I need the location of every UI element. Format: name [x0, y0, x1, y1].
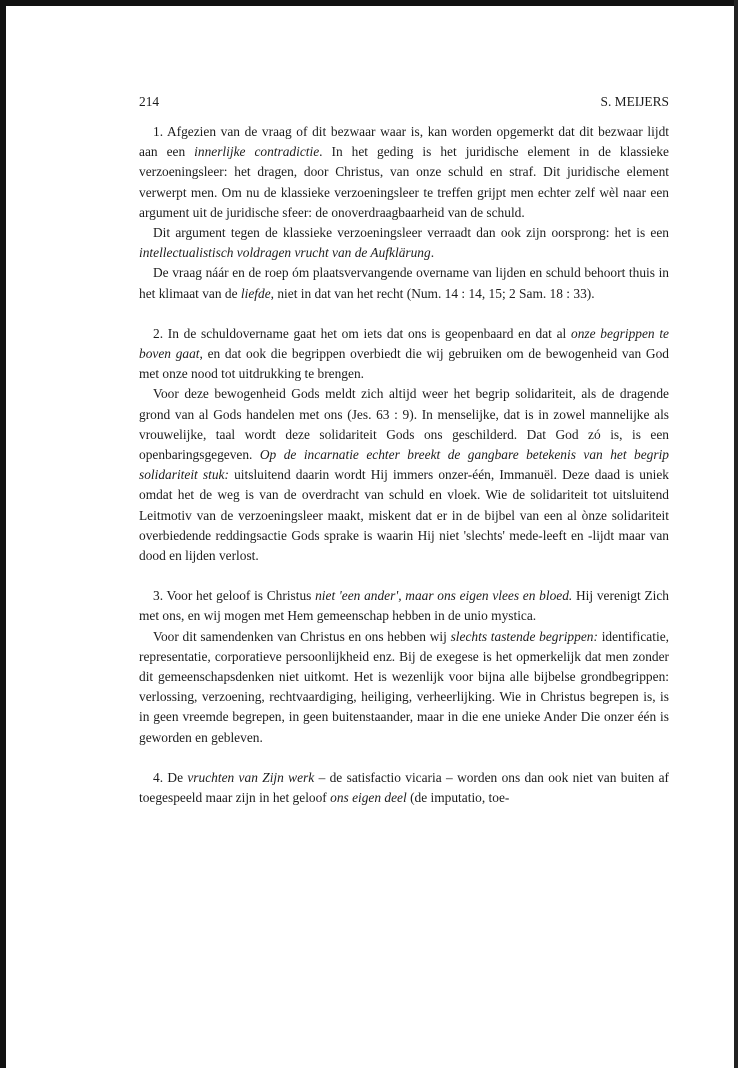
text-run: . In het geding is het juridische element in de klassieke verzoeningsleer: het dragen, door Christus, van onze schuld en straf. Dit juridische element verwerpt men. Om nu de klassieke verzoeningsleer te treffen grijpt men echter zelf wèl naar een argument uit de juridische sfeer: de onoverdraagbaarheid van de schuld. [139, 144, 669, 220]
text-run: . [430, 245, 435, 261]
text-run: Voor dit samendenken van Christus en ons hebben wij [153, 628, 451, 644]
text-run: Voor deze bewogenheid Gods meldt zich altijd weer het begrip solidariteit, als de dragende grond van al Gods handelen met ons (Jes. 63 : 9). In menselijke, dat is in zowel mannelijke als vrouwelijke, taal wordt deze solidariteit Gods ons geschilderd. Dat God zó is, is een openbaringsgegeven. [139, 386, 669, 463]
text-run: identificatie, representatie, corporatieve persoonlijkheid enz. Bij de exegese is het opmerkelijk dat men zonder dit gemeenschapsdenken niet uitkomt. Het is wezenlijk voor bijna alle bijbelse grondbegrippen: verlossing, verzoening, rechtvaardiging, heiliging, verheerlijking. Wie in Christus begrepen is, is in geen vreemde begrepen, in geen buitenstaander, maar in die ene unieke Ander Die onzer één is geworden en gebleven. [139, 628, 669, 745]
text-run: , en dat ook die begrippen overbiedt die wij gebruiken om de bewogenheid van God met onze nood tot uitdrukking te brengen. [139, 346, 669, 382]
emphasis-text: innerlijke contradictie [194, 144, 320, 160]
page-number: 214 [139, 94, 160, 109]
emphasis-text: Op de incarnatie echter breekt de gangbare betekenis van het begrip solidariteit stuk: [139, 447, 669, 483]
page-body [139, 122, 669, 808]
text-run: De vraag náár en de roep óm plaatsvervangende overname van lijden en schuld behoort thuis in het klimaat van de [139, 265, 669, 301]
text-run: – de satisfactio vicaria – worden ons dan ook niet van buiten af toegespeeld maar zijn in het geloof [139, 769, 669, 806]
text-run: 3. Voor het geloof is Christus [153, 588, 316, 604]
paragraph-section-1 [139, 122, 669, 223]
emphasis-text: intellectualistisch voldragen vrucht van de Aufklärung [139, 245, 431, 261]
scan-border-right [734, 0, 738, 1068]
text-run: (de imputatio, toe- [406, 790, 510, 806]
emphasis-text: slechts tastende begrippen: [450, 628, 598, 644]
emphasis-text: vruchten van Zijn werk [187, 769, 315, 785]
paragraph-section-3 [139, 586, 669, 626]
text-run: 4. De [153, 769, 188, 785]
paragraph-section-4 [139, 768, 669, 808]
text-run: Dit argument tegen de klassieke verzoeningsleer verraadt dan ook zijn oorsprong: het is een [153, 225, 669, 241]
text-run: uitsluitend daarin wordt Hij immers onzer-één, Immanuël. Deze daad is uniek omdat het de weg is van de overdracht van schuld en vloek. Wie de solidariteit tot uitsluitend Leitmotiv van de verzoeningsleer maakt, miskent dat er in de bijbel van een al ònze solidariteit overbiedende reddingsactie Gods sprake is waarin Hij niet 'slechts' mede-leeft en -lijdt maar van dood en lijden verlost. [139, 467, 669, 564]
text-run: Hij verenigt Zich met ons, en wij mogen met Hem gemeenschap hebben in de unio mystica. [139, 588, 669, 624]
paragraph [139, 223, 669, 263]
scan-border-left [0, 0, 6, 1068]
emphasis-text: liefde [240, 285, 271, 301]
scan-border-top [0, 0, 738, 6]
emphasis-text: ons eigen deel [330, 790, 407, 806]
text-run: 1. Afgezien van de vraag of dit bezwaar waar is, kan worden opgemerkt dat dit bezwaar lijdt aan een [139, 124, 669, 160]
paragraph [139, 263, 669, 303]
emphasis-text: onze begrippen te boven gaat [139, 325, 669, 362]
paragraph [139, 384, 669, 566]
running-header [139, 94, 669, 110]
running-author: S. MEIJERS [600, 94, 669, 109]
paragraph-section-2 [139, 324, 669, 385]
text-run: 2. In de schuldovername gaat het om iets dat ons is geopenbaard en dat al [153, 325, 572, 341]
text-run: , niet in dat van het recht (Num. 14 : 14, 15; 2 Sam. 18 : 33). [270, 285, 595, 301]
emphasis-text: niet 'een ander', maar ons eigen vlees en bloed. [315, 588, 573, 604]
paragraph [139, 627, 669, 748]
